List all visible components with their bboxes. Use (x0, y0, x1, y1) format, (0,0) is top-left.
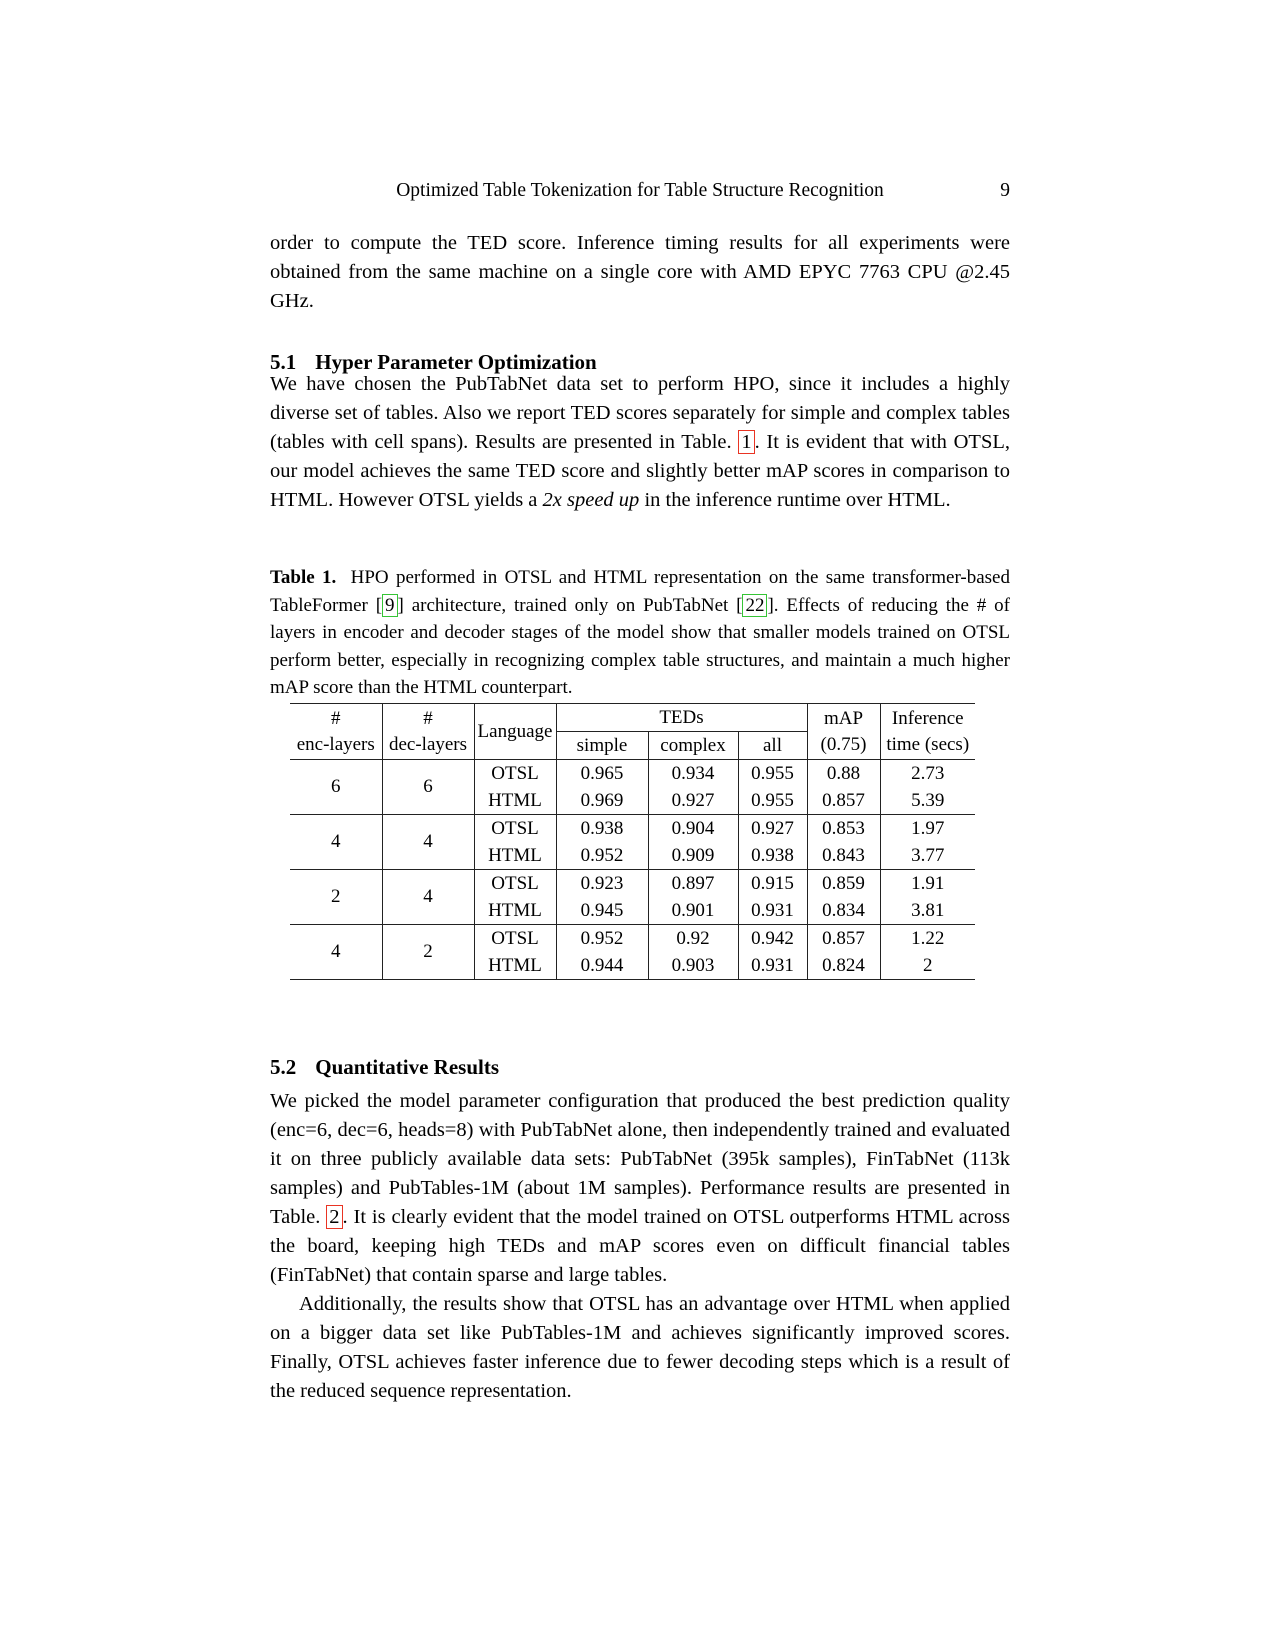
table-ref-link[interactable]: 2 (326, 1205, 342, 1229)
cell-value: 0.903 (648, 952, 738, 980)
cell-value: 0.859 (807, 870, 880, 898)
cell-value: 0.904 (648, 815, 738, 843)
header-cell-teds: TEDs (556, 704, 807, 732)
intro-paragraph (270, 229, 1010, 316)
cell-value: 0.901 (648, 897, 738, 925)
cell-value: 0.88 (807, 760, 880, 788)
cell-value: 0.927 (738, 815, 807, 843)
cell-value: 3.81 (880, 897, 975, 925)
cell-value: 0.909 (648, 842, 738, 870)
section-number: 5.1 (270, 350, 297, 374)
text-run: . It is evident that with OTSL, our model achieves the same TED score and slightly better mAP scores in comparison to HTML. However OTSL yields a (270, 431, 1010, 511)
header-text: # (423, 707, 433, 729)
running-head (270, 180, 1010, 202)
text-run: Additionally, the results show that OTSL has an advantage over HTML when applied on a bigger data set like PubTables-1M and achieves significantly improved scores. Finally, OTSL achieves faster inference due to fewer decoding steps which is a result of the reduced sequence representation. (270, 1293, 1010, 1402)
cell-value: 0.945 (556, 897, 648, 925)
text-run: . It is clearly evident that the model trained on OTSL outperforms HTML across the board, keeping high TEDs and mAP scores even on difficult financial tables (FinTabNet) that contain sparse and large tables. (270, 1206, 1011, 1286)
table-row (290, 870, 975, 898)
header-cell-enc-layers (290, 704, 382, 760)
cell-value: 0.969 (556, 787, 648, 815)
header-text: # (331, 707, 341, 729)
cell-value: 0.824 (807, 952, 880, 980)
cell-dec-layers: 4 (382, 815, 474, 870)
header-cell-inference-time (880, 704, 975, 760)
header-cell-dec-layers (382, 704, 474, 760)
cell-value: 0.931 (738, 897, 807, 925)
cell-value: 1.22 (880, 925, 975, 953)
cell-value: 5.39 (880, 787, 975, 815)
section-title: Hyper Parameter Optimization (315, 350, 597, 374)
section-5-1-paragraph (270, 370, 1010, 515)
cell-language: OTSL (474, 925, 556, 953)
header-cell-language: Language (474, 704, 556, 760)
cell-enc-layers: 2 (290, 870, 382, 925)
cell-value: 0.938 (556, 815, 648, 843)
cell-value: 0.955 (738, 760, 807, 788)
cell-value: 2 (880, 952, 975, 980)
caption-label: Table 1. (270, 567, 337, 588)
header-text: mAP (823, 707, 864, 729)
cell-value: 0.915 (738, 870, 807, 898)
cell-value: 0.942 (738, 925, 807, 953)
header-cell-complex: complex (648, 732, 738, 760)
text-run: order to compute the TED score. Inference timing results for all experiments were obtained from the same machine on a single core with AMD EPYC 7763 CPU @2.45 GHz. (270, 232, 1010, 312)
section-5-2-heading (270, 1055, 1010, 1080)
cell-value: 0.952 (556, 925, 648, 953)
text-run: ] architecture, trained only on PubTabNet [ (397, 594, 743, 616)
cell-value: 1.91 (880, 870, 975, 898)
text-run: in the inference runtime over HTML. (639, 489, 951, 511)
cell-value: 0.843 (807, 842, 880, 870)
table-1-caption (270, 564, 1010, 702)
running-head-title: Optimized Table Tokenization for Table Structure Recognition (396, 180, 884, 201)
header-cell-map (807, 704, 880, 760)
text-run: HPO performed in OTSL and HTML representation on the same transformer-based TableFormer [ (270, 567, 1010, 616)
cell-value: 0.853 (807, 815, 880, 843)
cell-language: OTSL (474, 870, 556, 898)
section-number: 5.2 (270, 1055, 297, 1079)
cell-value: 0.927 (648, 787, 738, 815)
cell-enc-layers: 4 (290, 925, 382, 980)
section-5-2-paragraphs (270, 1087, 1010, 1406)
cell-language: HTML (474, 842, 556, 870)
citation-ref-link[interactable]: 22 (742, 594, 767, 617)
cell-language: HTML (474, 897, 556, 925)
cell-value: 2.73 (880, 760, 975, 788)
section-title: Quantitative Results (315, 1055, 499, 1079)
header-text: dec-layers (388, 733, 468, 755)
cell-value: 0.931 (738, 952, 807, 980)
cell-value: 0.923 (556, 870, 648, 898)
cell-value: 0.857 (807, 925, 880, 953)
page-number: 9 (1000, 180, 1010, 201)
cell-enc-layers: 6 (290, 760, 382, 815)
cell-enc-layers: 4 (290, 815, 382, 870)
results-table-header (290, 704, 975, 760)
emphasis-text: 2x speed up (542, 489, 640, 511)
cell-value: 0.944 (556, 952, 648, 980)
header-text: enc-layers (296, 733, 375, 755)
text-run: We picked the model parameter configuration that produced the best prediction quality (enc=6, dec=6, heads=8) with PubTabNet alone, then independently trained and evaluated it on three publicly available data sets: PubTabNet (395k samples), FinTabNet (113k samples) and PubTables-1M (about 1M samples). Performance results are presented in Table. (270, 1090, 1010, 1228)
cell-value: 0.955 (738, 787, 807, 815)
table-ref-link[interactable]: 1 (738, 430, 754, 454)
text-run: We have chosen the PubTabNet data set to perform HPO, since it includes a highly diverse set of tables. Also we report TED scores separately for simple and complex tables (tables with cell spans). Results are presented in Table. (270, 373, 1010, 453)
cell-value: 0.952 (556, 842, 648, 870)
citation-ref-link[interactable]: 9 (382, 594, 398, 617)
cell-value: 0.934 (648, 760, 738, 788)
header-cell-simple: simple (556, 732, 648, 760)
table-row (290, 815, 975, 843)
results-table-body (290, 760, 975, 980)
table-1-container (290, 703, 975, 980)
section-5-2-paragraph-1 (270, 1087, 1010, 1290)
header-cell-all: all (738, 732, 807, 760)
cell-dec-layers: 2 (382, 925, 474, 980)
table-header-row (290, 704, 975, 732)
results-table (290, 703, 975, 980)
table-row (290, 760, 975, 788)
cell-language: OTSL (474, 815, 556, 843)
cell-language: HTML (474, 952, 556, 980)
cell-value: 0.857 (807, 787, 880, 815)
header-text: Inference (891, 707, 964, 729)
cell-value: 0.965 (556, 760, 648, 788)
section-5-2-paragraph-2 (270, 1290, 1010, 1406)
table-row (290, 925, 975, 953)
header-text: time (secs) (886, 733, 970, 755)
cell-dec-layers: 6 (382, 760, 474, 815)
cell-value: 1.97 (880, 815, 975, 843)
cell-dec-layers: 4 (382, 870, 474, 925)
cell-value: 0.938 (738, 842, 807, 870)
cell-language: HTML (474, 787, 556, 815)
header-text: (0.75) (820, 733, 867, 755)
text-run: ]. Effects of reducing the # of layers in encoder and decoder stages of the model show that smaller models trained on OTSL perform better, especially in recognizing complex table structures, and maintain a much higher mAP score than the HTML counterpart. (270, 594, 1010, 698)
cell-value: 0.92 (648, 925, 738, 953)
cell-value: 3.77 (880, 842, 975, 870)
cell-language: OTSL (474, 760, 556, 788)
cell-value: 0.834 (807, 897, 880, 925)
cell-value: 0.897 (648, 870, 738, 898)
